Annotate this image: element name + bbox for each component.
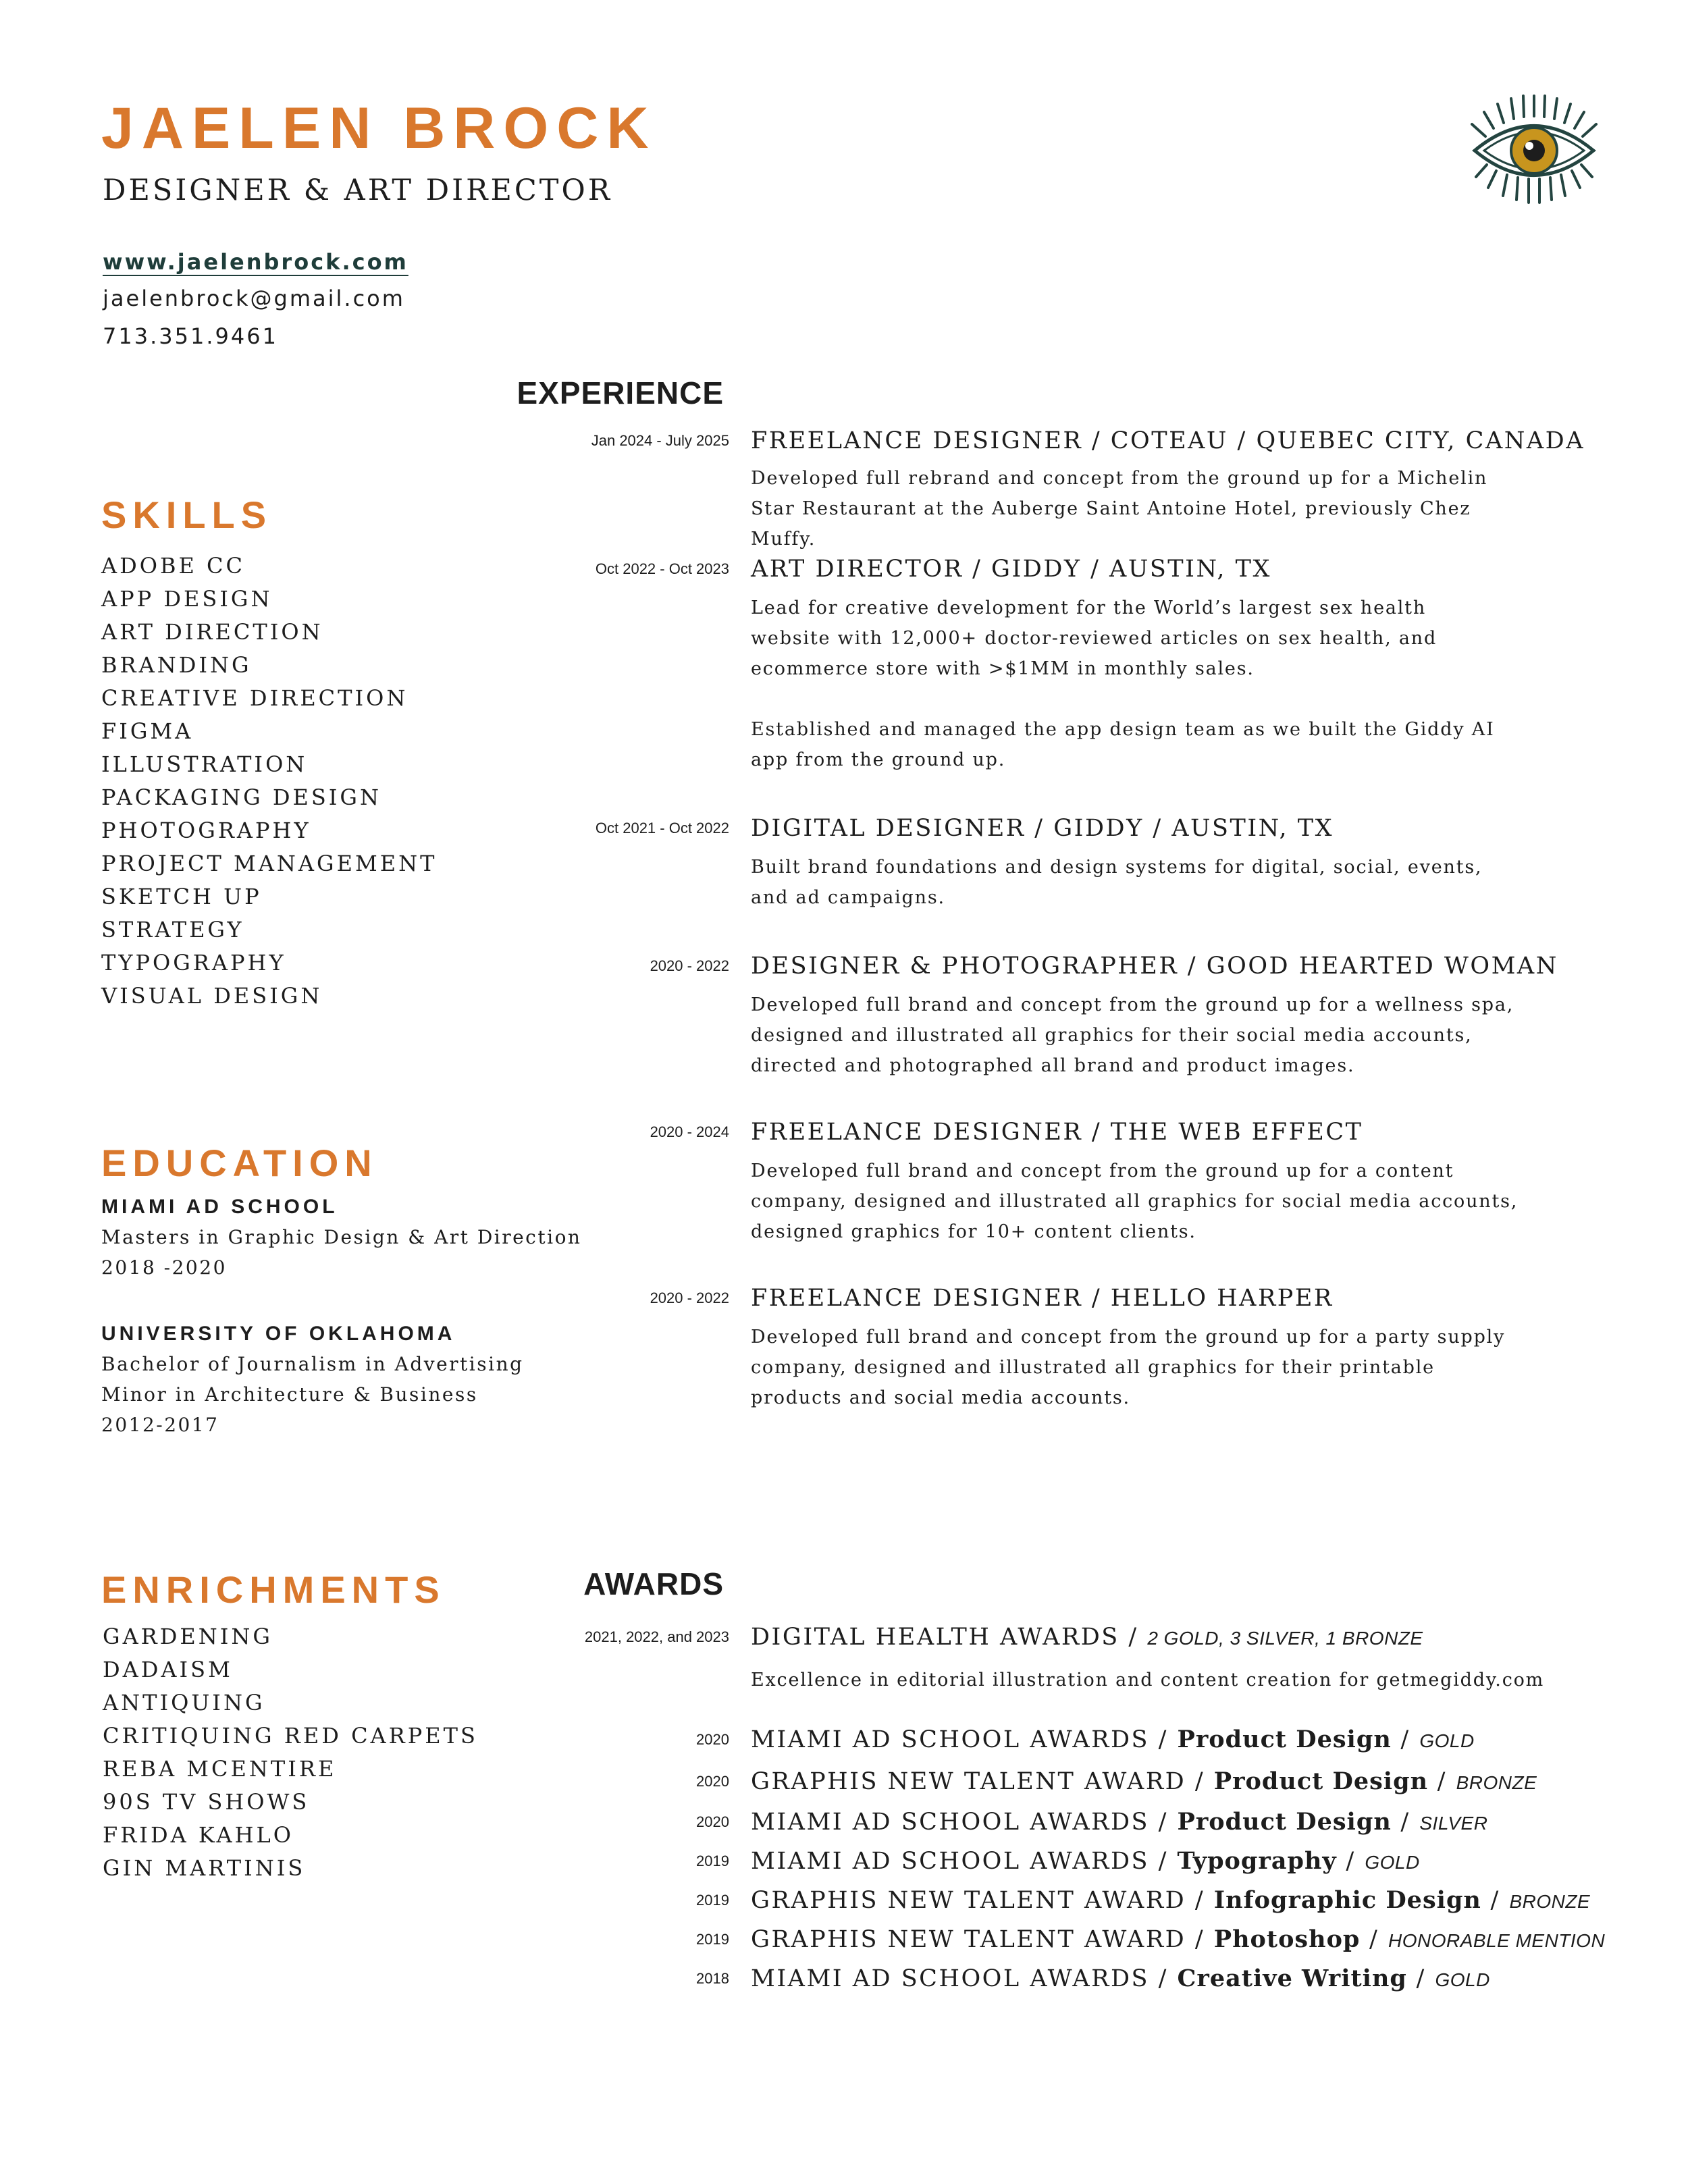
award-separator: / <box>1400 1809 1410 1836</box>
job-description-paragraph: Developed full brand and concept from the ground up for a wellness spa, designed and illustrated all graphics for their social media accounts, directed and photographed all brand and product images. <box>751 994 1514 1076</box>
award-field: Product Design <box>1213 1767 1429 1795</box>
eye-icon <box>1467 95 1602 206</box>
award-field: Creative Writing <box>1177 1965 1407 1992</box>
award-separator: / <box>1437 1768 1447 1795</box>
job-description-paragraph: Lead for creative development for the World’s largest sex health website with 12,000+ doctor-reviewed articles on sex health, and ecommerce store with >$1MM in monthly sales. <box>751 597 1438 679</box>
name-heading: JAELEN BROCK <box>101 96 657 161</box>
award-field: Photoshop <box>1213 1925 1361 1953</box>
enrichment-item: ANTIQUING <box>103 1690 265 1715</box>
skill-item: APP DESIGN <box>101 586 273 612</box>
award-separator: / <box>1490 1887 1500 1914</box>
skills-list <box>101 550 641 1013</box>
award-field: Product Design <box>1177 1726 1392 1753</box>
skill-item: TYPOGRAPHY <box>101 950 286 976</box>
job-description <box>751 593 1500 775</box>
award-year: 2020 <box>696 1813 729 1830</box>
job-description-paragraph: Developed full brand and concept from the ground up for a content company, designed and illustrated all graphics for social media accounts, designed graphics for 10+ content clients. <box>751 1161 1519 1242</box>
enrichment-item: GARDENING <box>103 1624 273 1649</box>
award-year: 2018 <box>696 1970 729 1987</box>
award-field: Product Design <box>1177 1808 1392 1836</box>
skill-item: CREATIVE DIRECTION <box>101 685 408 711</box>
email-text: jaelenbrock@gmail.com <box>103 286 405 311</box>
skill-item: ILLUSTRATION <box>101 751 308 777</box>
school-degree: Masters in Graphic Design & Art Direction <box>101 1226 582 1248</box>
award-medal: GOLD <box>1365 1852 1420 1873</box>
enrichment-item: GIN MARTINIS <box>103 1855 306 1881</box>
job-description <box>751 990 1521 1081</box>
award-year: 2019 <box>696 1931 729 1948</box>
award-row <box>751 1962 1490 1997</box>
award-name: DIGITAL HEALTH AWARDS <box>751 1624 1119 1651</box>
job-description <box>751 1322 1521 1413</box>
job-title: FREELANCE DESIGNER / HELLO HARPER <box>751 1285 1334 1312</box>
job-description <box>751 852 1500 913</box>
education-heading: EDUCATION <box>101 1142 378 1184</box>
award-year: 2020 <box>696 1731 729 1748</box>
award-separator: / <box>1416 1965 1426 1992</box>
skill-item: ADOBE CC <box>101 553 246 579</box>
enrichment-item: FRIDA KAHLO <box>103 1822 294 1848</box>
job-dates: 2020 - 2022 <box>650 957 729 974</box>
award-medal: GOLD <box>1435 1969 1490 1990</box>
award-row <box>751 1923 1605 1958</box>
job-description <box>751 463 1534 554</box>
job-title: DESIGNER & PHOTOGRAPHER / GOOD HEARTED WOMAN <box>751 953 1558 980</box>
job-dates: 2020 - 2022 <box>650 1289 729 1306</box>
enrichment-item: 90S TV SHOWS <box>103 1789 310 1815</box>
award-org: GRAPHIS NEW TALENT AWARD / <box>751 1926 1205 1953</box>
school-name: MIAMI AD SCHOOL <box>101 1196 338 1218</box>
job-description-paragraph: Developed full brand and concept from the ground up for a party supply company, designed and illustrated all graphics for their printable products and social media accounts. <box>751 1327 1506 1408</box>
website-link[interactable]: www.jaelenbrock.com <box>103 249 408 275</box>
award-row <box>751 1805 1487 1840</box>
job-description-paragraph: Established and managed the app design team as we built the Giddy AI app from the ground up. <box>751 719 1495 770</box>
school-years: 2012-2017 <box>101 1414 219 1436</box>
award-separator: / <box>1128 1624 1138 1651</box>
award-description: Excellence in editorial illustration and content creation for getmegiddy.com <box>751 1670 1545 1690</box>
skills-heading: SKILLS <box>101 494 273 536</box>
award-org: GRAPHIS NEW TALENT AWARD / <box>751 1887 1205 1914</box>
award-year: 2020 <box>696 1773 729 1790</box>
award-medal: GOLD <box>1419 1730 1475 1751</box>
phone-text: 713.351.9461 <box>103 323 278 349</box>
skill-item: PROJECT MANAGEMENT <box>101 851 438 876</box>
school-name: UNIVERSITY OF OKLAHOMA <box>101 1323 456 1345</box>
award-featured-title <box>751 1620 1423 1655</box>
job-dates: Oct 2022 - Oct 2023 <box>595 560 729 577</box>
award-field: Typography <box>1177 1847 1337 1875</box>
skill-item: PHOTOGRAPHY <box>101 818 311 843</box>
job-description <box>751 1156 1521 1247</box>
award-dates: 2021, 2022, and 2023 <box>584 1628 729 1645</box>
skill-item: PACKAGING DESIGN <box>101 784 381 810</box>
enrichment-item: DADAISM <box>103 1657 233 1682</box>
school-minor: Minor in Architecture & Business <box>101 1383 478 1406</box>
award-separator: / <box>1369 1926 1379 1953</box>
award-separator: / <box>1346 1848 1356 1875</box>
awards-heading: AWARDS <box>583 1566 724 1601</box>
job-title: FREELANCE DESIGNER / THE WEB EFFECT <box>751 1119 1363 1146</box>
award-org: MIAMI AD SCHOOL AWARDS / <box>751 1726 1168 1753</box>
job-title-heading: DESIGNER & ART DIRECTOR <box>103 174 613 207</box>
school-years: 2018 -2020 <box>101 1256 227 1279</box>
award-year: 2019 <box>696 1892 729 1909</box>
job-title: DIGITAL DESIGNER / GIDDY / AUSTIN, TX <box>751 815 1334 842</box>
award-year: 2019 <box>696 1853 729 1869</box>
award-medal: BRONZE <box>1456 1772 1537 1793</box>
award-row <box>751 1844 1420 1880</box>
award-org: GRAPHIS NEW TALENT AWARD / <box>751 1768 1205 1795</box>
skill-item: VISUAL DESIGN <box>101 983 323 1009</box>
award-org: MIAMI AD SCHOOL AWARDS / <box>751 1848 1168 1875</box>
award-medal: SILVER <box>1419 1813 1488 1834</box>
award-field: Infographic Design <box>1213 1886 1481 1914</box>
job-title: ART DIRECTOR / GIDDY / AUSTIN, TX <box>751 556 1271 583</box>
school-degree: Bachelor of Journalism in Advertising <box>101 1353 524 1375</box>
award-medal: BRONZE <box>1509 1891 1591 1912</box>
enrichments-heading: ENRICHMENTS <box>101 1568 446 1611</box>
skill-item: SKETCH UP <box>101 884 262 909</box>
job-dates: Jan 2024 - July 2025 <box>591 432 729 449</box>
award-org: MIAMI AD SCHOOL AWARDS / <box>751 1965 1168 1992</box>
experience-heading: EXPERIENCE <box>517 375 724 410</box>
award-row <box>751 1884 1590 1919</box>
enrichment-item: CRITIQUING RED CARPETS <box>103 1723 478 1749</box>
enrichment-item: REBA MCENTIRE <box>103 1756 337 1782</box>
award-org: MIAMI AD SCHOOL AWARDS / <box>751 1809 1168 1836</box>
job-description-paragraph: Built brand foundations and design systems for digital, social, events, and ad campaigns. <box>751 857 1483 908</box>
job-title: FREELANCE DESIGNER / COTEAU / QUEBEC CITY, CANADA <box>751 427 1585 454</box>
award-medal: HONORABLE MENTION <box>1388 1930 1606 1951</box>
job-description-paragraph: Developed full rebrand and concept from the ground up for a Michelin Star Restaurant at the Auberge Saint Antoine Hotel, previously Chez Muffy. <box>751 468 1488 550</box>
job-dates: 2020 - 2024 <box>650 1123 729 1140</box>
skill-item: BRANDING <box>101 652 252 678</box>
job-dates: Oct 2021 - Oct 2022 <box>595 820 729 836</box>
award-separator: / <box>1400 1726 1410 1753</box>
skill-item: STRATEGY <box>101 917 244 942</box>
award-medal: 2 GOLD, 3 SILVER, 1 BRONZE <box>1147 1628 1423 1649</box>
award-row <box>751 1765 1537 1800</box>
skill-item: ART DIRECTION <box>101 619 323 645</box>
award-row <box>751 1723 1475 1758</box>
skill-item: FIGMA <box>101 718 194 744</box>
